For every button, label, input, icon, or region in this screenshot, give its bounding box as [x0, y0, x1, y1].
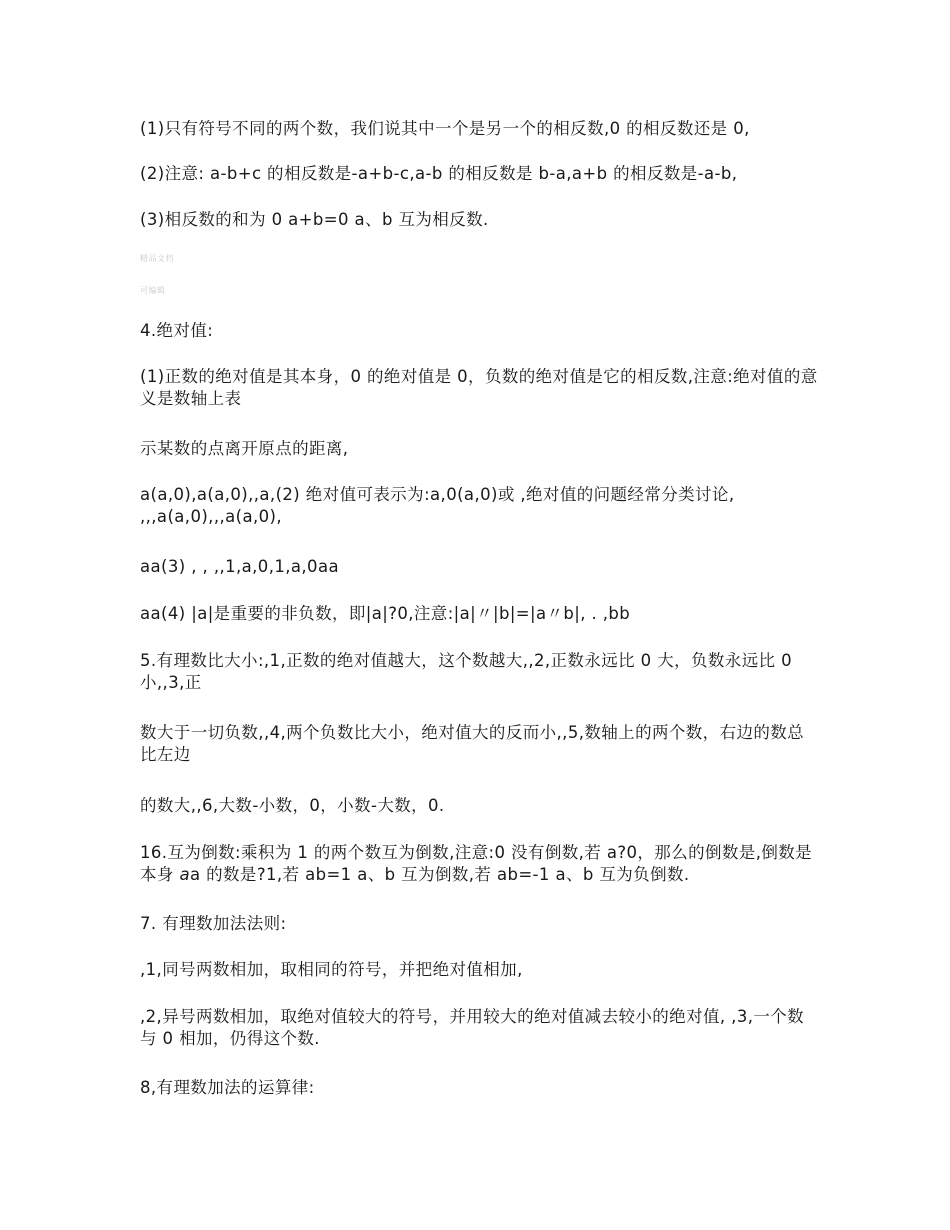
paragraph-absolute-5: aa(4) |a|是重要的非负数，即|a|?0,注意:|a|〃|b|=|a〃b|, . ,bb	[140, 604, 631, 623]
paragraph-compare-3: 的数大,,6,大数-小数，0，小数-大数，0.	[140, 796, 445, 815]
paragraph-addition-1: ,1,同号两数相加，取相同的符号，并把绝对值相加,	[140, 960, 523, 979]
paragraph-compare-1: 5.有理数比大小:,1,正数的绝对值越大，这个数越大,,2,正数永远比 0 大，负数永远比 0 小,,3,正	[140, 651, 798, 692]
section-heading-addition-rules: 7. 有理数加法法则:	[140, 914, 287, 933]
watermark-text-2: 可编辑	[140, 286, 166, 295]
paragraph-opposite-2: (2)注意: a-b+c 的相反数是-a+b-c,a-b 的相反数是 b-a,a+b 的相反数是-a-b,	[140, 164, 738, 183]
section-heading-addition-laws: 8,有理数加法的运算律:	[140, 1078, 315, 1097]
paragraph-addition-2: ,2,异号两数相加，取绝对值较大的符号，并用较大的绝对值减去较小的绝对值, ,3,一个数与 0 相加，仍得这个数.	[140, 1007, 805, 1048]
paragraph-absolute-3: a(a,0),a(a,0),,a,(2) 绝对值可表示为:a,0(a,0)或 ,绝对值的问题经常分类讨论, ,,,a(a,0),,,a(a,0),	[140, 485, 741, 526]
watermark-text-1: 精品文档	[140, 254, 174, 263]
paragraph-absolute-4: aa(3) , , ,,1,a,0,1,a,0aa	[140, 557, 339, 576]
paragraph-absolute-2: 示某数的点离开原点的距离,	[140, 439, 349, 458]
paragraph-reciprocal	[140, 842, 820, 886]
paragraph-opposite-3: (3)相反数的和为 0 a+b=0 a、b 互为相反数.	[140, 210, 489, 229]
reciprocal-italic-a: a	[179, 865, 190, 884]
reciprocal-text-part2: a 的数是?1,若 ab=1 a、b 互为倒数,若 ab=-1 a、b 互为负倒数.	[189, 865, 690, 884]
section-heading-absolute-value: 4.绝对值:	[140, 321, 214, 340]
paragraph-absolute-1: (1)正数的绝对值是其本身，0 的绝对值是 0，负数的绝对值是它的相反数,注意:绝对值的意义是数轴上表	[140, 367, 818, 408]
reciprocal-text-part1: 16.互为倒数:乘积为 1 的两个数互为倒数,注意:0 没有倒数,若 a?0，那么的倒数是,倒数是本身	[140, 843, 813, 884]
paragraph-opposite-1: (1)只有符号不同的两个数，我们说其中一个是另一个的相反数,0 的相反数还是 0,	[140, 119, 750, 138]
paragraph-compare-2: 数大于一切负数,,4,两个负数比大小，绝对值大的反而小,,5,数轴上的两个数，右边的数总比左边	[140, 723, 805, 764]
